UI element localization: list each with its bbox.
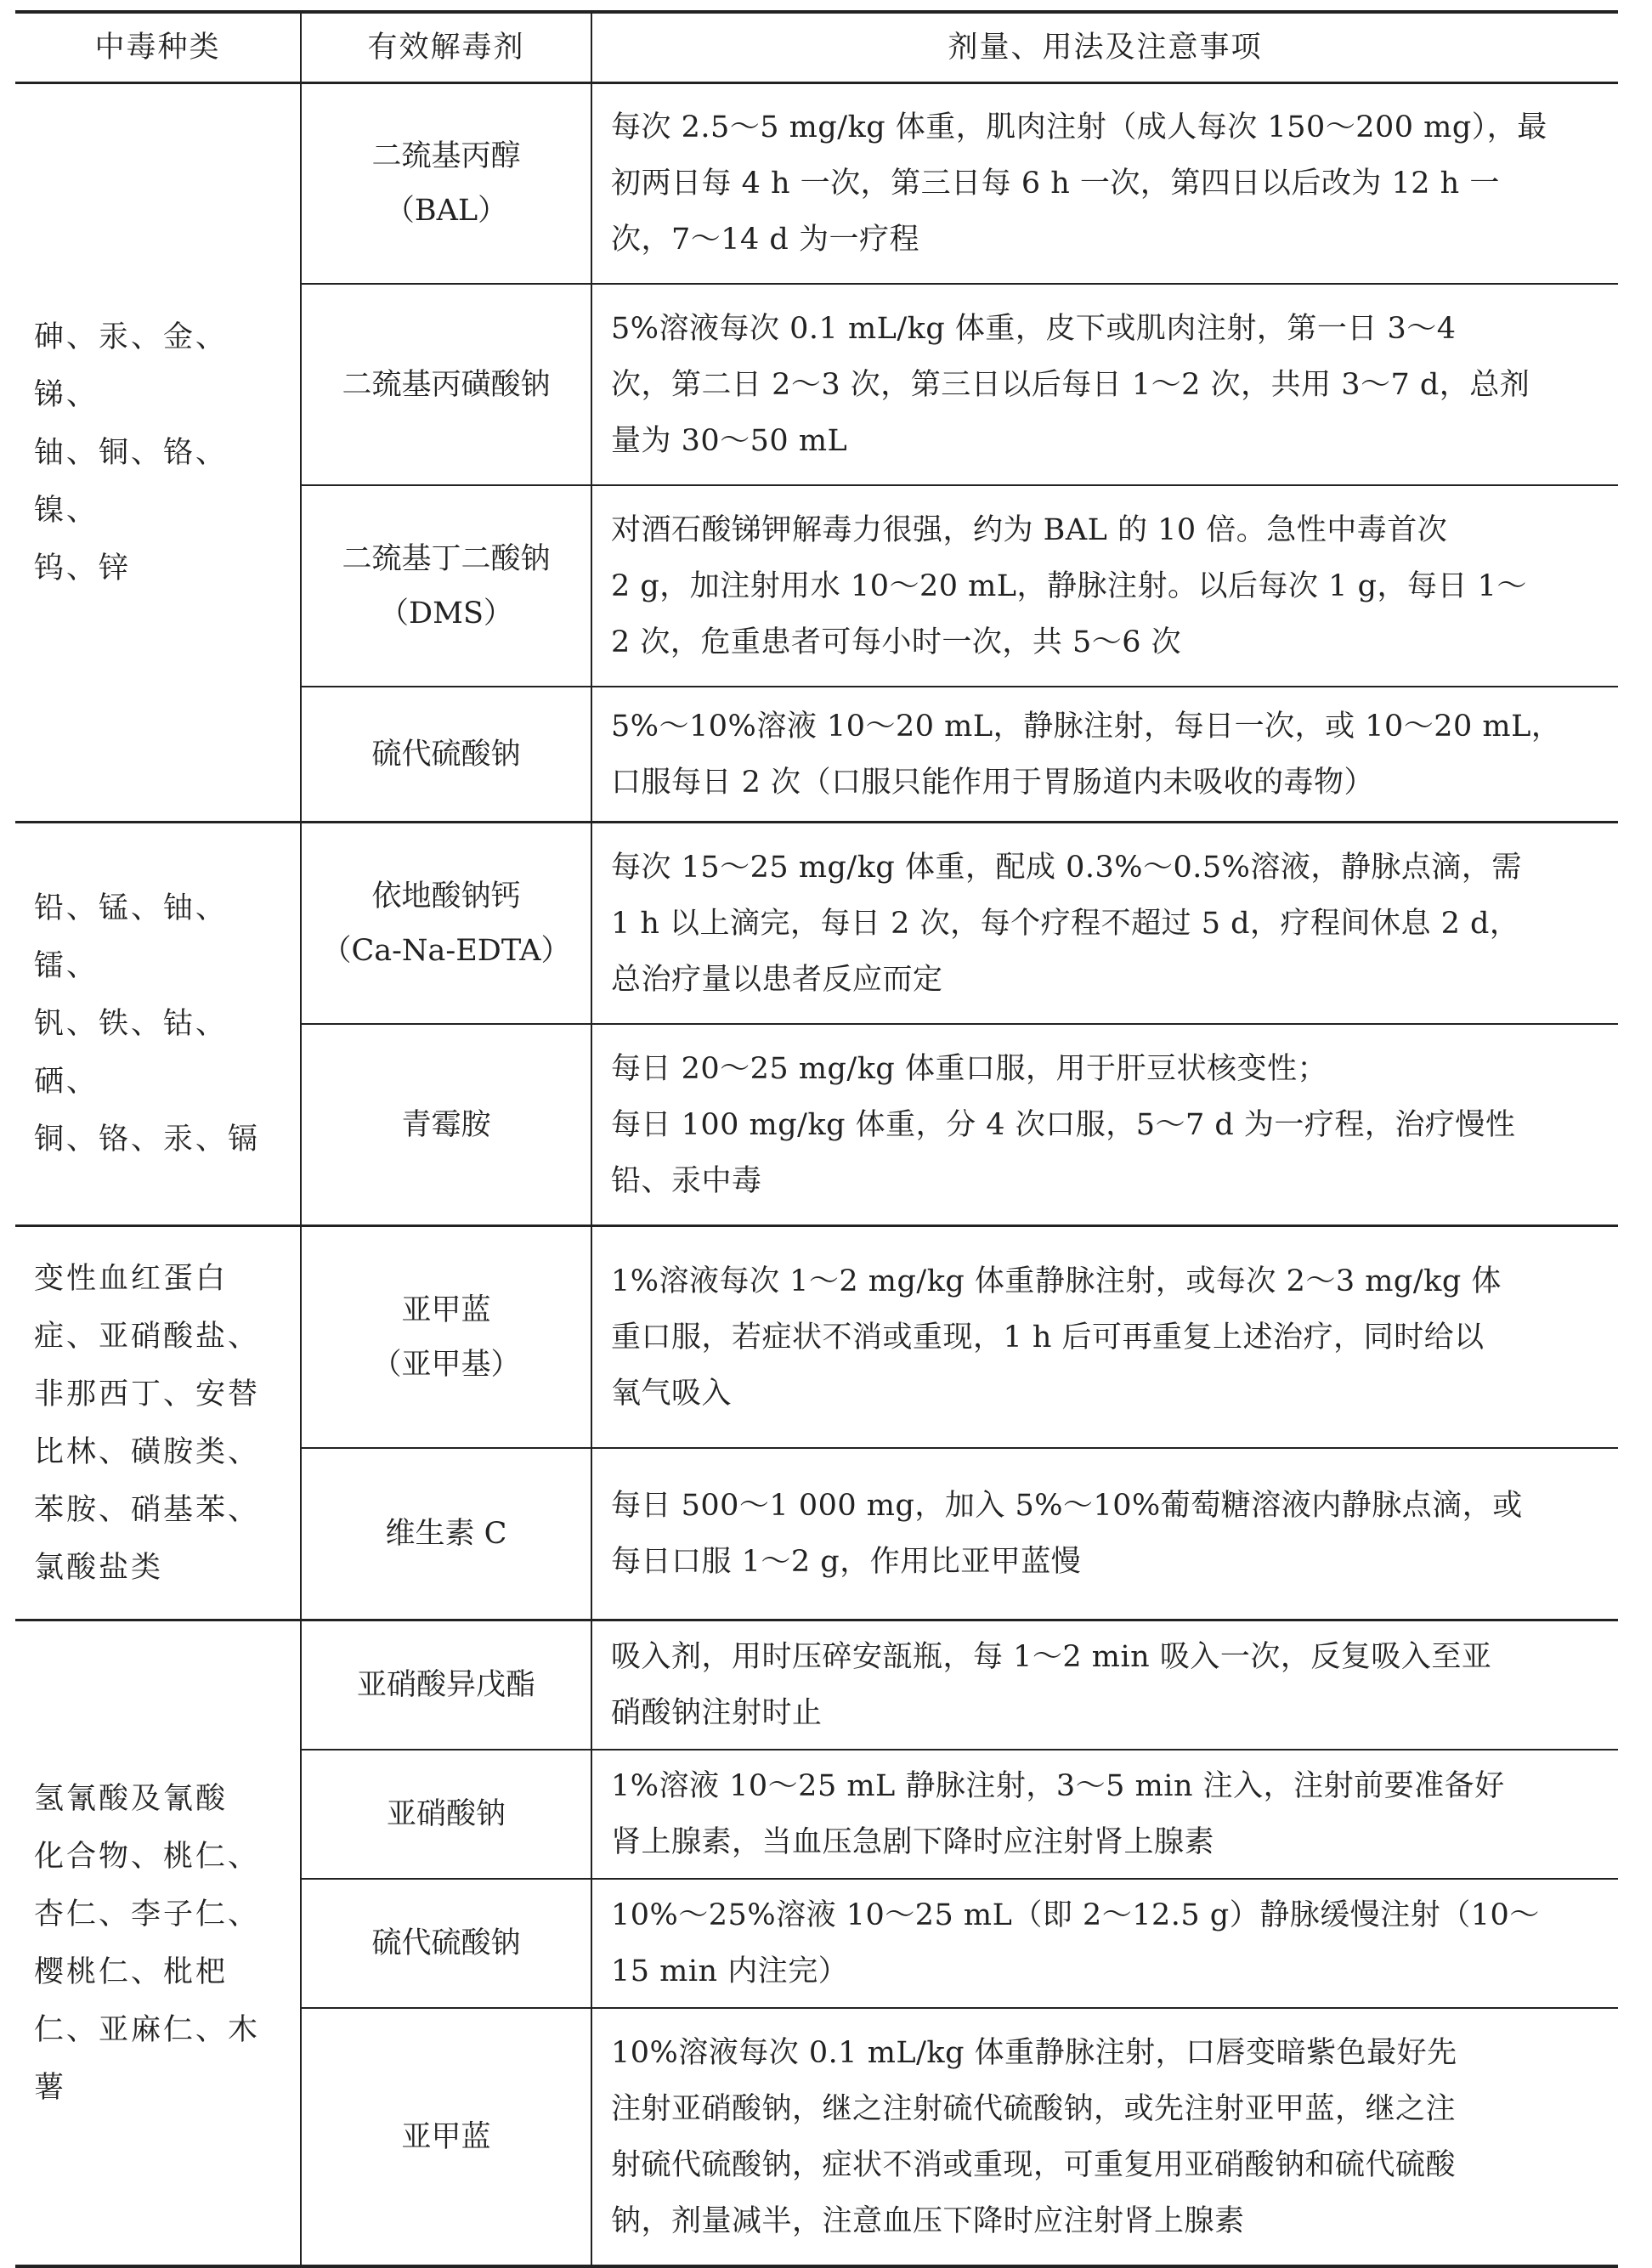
antidote-cell: 亚甲蓝 （亚甲基）	[301, 1226, 591, 1449]
header-poison-type: 中毒种类	[15, 12, 301, 83]
table-row	[15, 83, 1618, 285]
poison-cell: 变性血红蛋白 症、亚硝酸盐、 非那西丁、安替 比林、磺胺类、 苯胺、硝基苯、 氯酸盐类	[15, 1226, 301, 1620]
poison-cell: 砷、汞、金、锑、 铀、铜、铬、镍、 钨、锌	[15, 83, 301, 823]
usage-cell: 1%溶液 10～25 mL 静脉注射，3～5 min 注入，注射前要准备好 肾上腺素，当血压急剧下降时应注射肾上腺素	[591, 1750, 1618, 1879]
table-row	[15, 1226, 1618, 1449]
antidote-cell: 亚甲蓝	[301, 2008, 591, 2266]
usage-cell: 1%溶液每次 1～2 mg/kg 体重静脉注射，或每次 2～3 mg/kg 体 重口服，若症状不消或重现，1 h 后可再重复上述治疗，同时给以 氧气吸入	[591, 1226, 1618, 1449]
usage-cell: 每日 20～25 mg/kg 体重口服，用于肝豆状核变性； 每日 100 mg/kg 体重，分 4 次口服，5～7 d 为一疗程，治疗慢性 铅、汞中毒	[591, 1024, 1618, 1226]
header-row	[15, 12, 1618, 83]
usage-cell: 5%溶液每次 0.1 mL/kg 体重，皮下或肌肉注射，第一日 3～4 次，第二日 2～3 次，第三日以后每日 1～2 次，共用 3～7 d，总剂 量为 30～50 mL	[591, 284, 1618, 485]
antidote-cell: 二巯基丙磺酸钠	[301, 284, 591, 485]
usage-cell: 每日 500～1 000 mg，加入 5%～10%葡萄糖溶液内静脉点滴，或 每日口服 1～2 g，作用比亚甲蓝慢	[591, 1448, 1618, 1620]
table-row	[15, 1620, 1618, 1750]
header-usage: 剂量、用法及注意事项	[591, 12, 1618, 83]
header-antidote: 有效解毒剂	[301, 12, 591, 83]
antidote-cell: 亚硝酸钠	[301, 1750, 591, 1879]
poison-cell: 氢氰酸及氰酸 化合物、桃仁、 杏仁、李子仁、 樱桃仁、枇杷 仁、亚麻仁、木 薯	[15, 1620, 301, 2267]
usage-cell: 每次 15～25 mg/kg 体重，配成 0.3%～0.5%溶液，静脉点滴，需 1 h 以上滴完，每日 2 次，每个疗程不超过 5 d，疗程间休息 2 d， 总治疗量以患者反应而定	[591, 823, 1618, 1025]
poison-cell: 铅、锰、铀、镭、 钒、铁、钴、硒、 铜、铬、汞、镉	[15, 823, 301, 1226]
antidote-cell: 依地酸钠钙 （Ca-Na-EDTA）	[301, 823, 591, 1025]
antidote-cell: 硫代硫酸钠	[301, 687, 591, 823]
usage-cell: 每次 2.5～5 mg/kg 体重，肌肉注射（成人每次 150～200 mg），最 初两日每 4 h 一次，第三日每 6 h 一次，第四日以后改为 12 h 一 次，7～14 d 为一疗程	[591, 83, 1618, 285]
antidote-table	[15, 10, 1618, 2268]
usage-cell: 10%溶液每次 0.1 mL/kg 体重静脉注射，口唇变暗紫色最好先 注射亚硝酸钠，继之注射硫代硫酸钠，或先注射亚甲蓝，继之注 射硫代硫酸钠，症状不消或重现，可重复用亚硝酸钠和硫代硫酸 钠，剂量减半，注意血压下降时应注射肾上腺素	[591, 2008, 1618, 2266]
antidote-cell: 维生素 C	[301, 1448, 591, 1620]
antidote-cell: 青霉胺	[301, 1024, 591, 1226]
table-row	[15, 823, 1618, 1025]
antidote-cell: 硫代硫酸钠	[301, 1879, 591, 2008]
usage-cell: 对酒石酸锑钾解毒力很强，约为 BAL 的 10 倍。急性中毒首次 2 g，加注射用水 10～20 mL，静脉注射。以后每次 1 g，每日 1～ 2 次，危重患者可每小时一次，共 5～6 次	[591, 485, 1618, 687]
usage-cell: 5%～10%溶液 10～20 mL，静脉注射，每日一次，或 10～20 mL， 口服每日 2 次（口服只能作用于胃肠道内未吸收的毒物）	[591, 687, 1618, 823]
antidote-cell: 二巯基丙醇 （BAL）	[301, 83, 591, 285]
antidote-cell: 亚硝酸异戊酯	[301, 1620, 591, 1750]
usage-cell: 吸入剂，用时压碎安瓿瓶，每 1～2 min 吸入一次，反复吸入至亚 硝酸钠注射时止	[591, 1620, 1618, 1750]
antidote-cell: 二巯基丁二酸钠 （DMS）	[301, 485, 591, 687]
usage-cell: 10%～25%溶液 10～25 mL（即 2～12.5 g）静脉缓慢注射（10～ 15 min 内注完）	[591, 1879, 1618, 2008]
